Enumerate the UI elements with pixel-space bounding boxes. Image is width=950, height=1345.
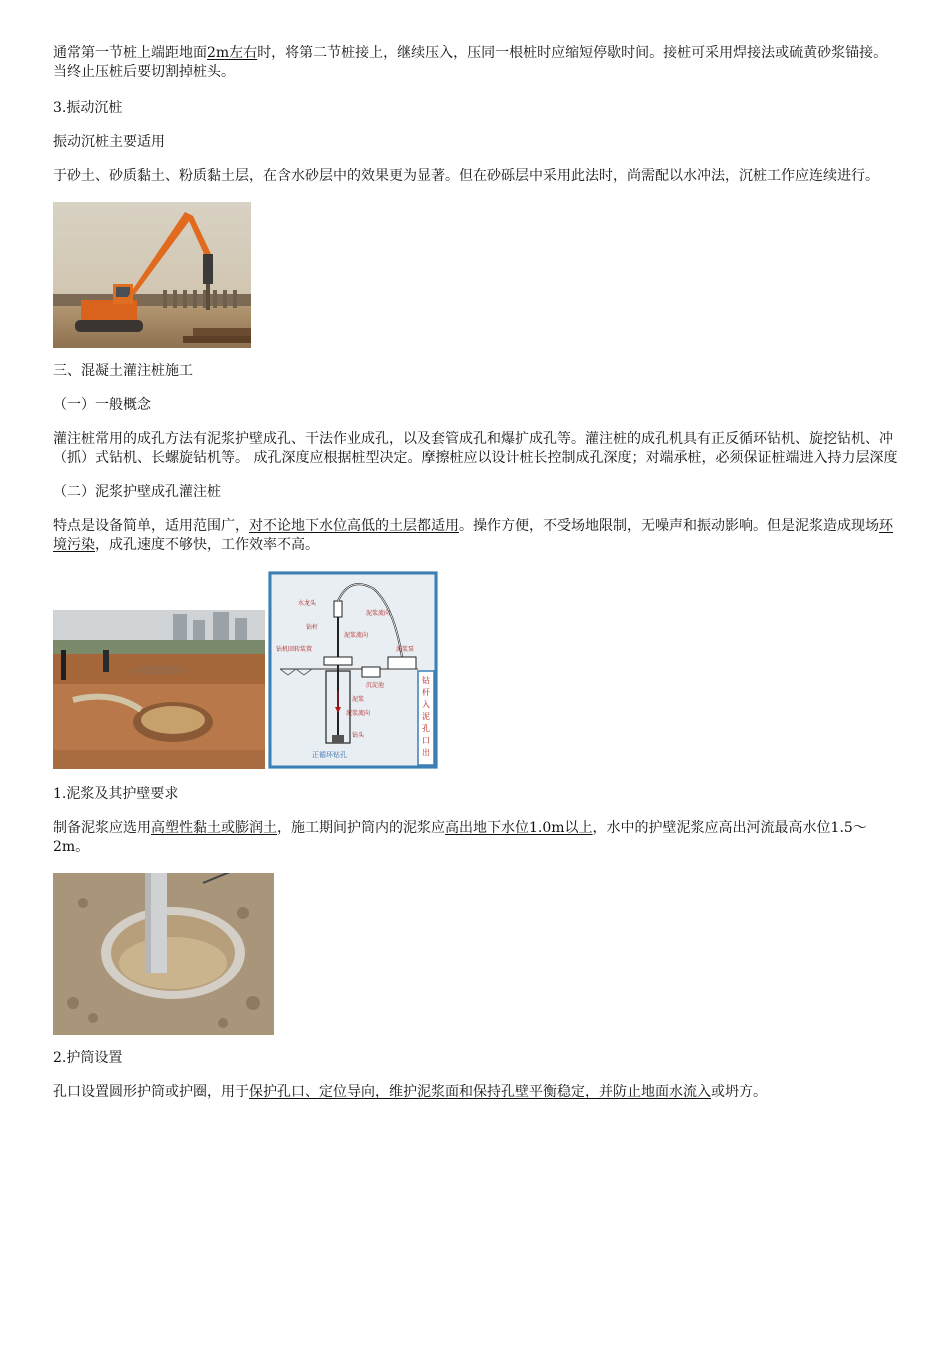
- side-char: 口: [422, 736, 430, 745]
- text-span: 特点是设备简单，适用范围广，: [53, 518, 249, 534]
- text-span: 制备泥浆应选用: [53, 820, 151, 836]
- label-slurry-pump: 泥浆泵: [396, 646, 415, 653]
- casing-photo: [53, 873, 274, 1035]
- side-char: 入: [422, 700, 430, 709]
- text-span: 。操作方便，不受场地限制，无噪声和振动影响。但是泥浆造成现场: [459, 518, 879, 534]
- underlined-text: 保护孔口、定位导向，维护泥浆面和保持孔壁平衡稳定，并防止地面水流入: [249, 1084, 711, 1100]
- document-page: [53, 44, 898, 1102]
- heading-casing-setup: 2.护筒设置: [53, 1050, 123, 1066]
- underlined-text: 高出地下水位1.0m以上: [445, 820, 593, 836]
- underlined-text: 高塑性黏土或膨润土: [151, 820, 277, 836]
- label-settling-tank: 沉淀池: [366, 682, 385, 689]
- label-flow-3: 泥浆流向: [346, 710, 371, 717]
- side-char: 泥: [422, 712, 430, 721]
- label-drill-rod: 钻杆: [306, 624, 319, 631]
- slurry-pit-site-photo: [53, 610, 265, 769]
- underlined-text: 对不论地下水位高低的土层都适用: [249, 518, 459, 534]
- text-span: ，水中的护壁泥浆应高出河流最高水位1.5～2m。: [53, 820, 867, 855]
- underlined-text: 2m左右: [207, 45, 258, 61]
- paragraph-pile-joint: [53, 44, 898, 82]
- paragraph-vibration-detail: 于砂土、砂质黏土、粉质黏土层，在含水砂层中的效果更为显著。但在砂砾层中采用此法时，尚需配以水冲法，沉桩工作应连续进行。: [53, 168, 879, 184]
- heading-vibration-piling: 3.振动沉桩: [53, 100, 123, 116]
- casing-illustration: [53, 873, 274, 1035]
- heading-section-three: 三、混凝土灌注桩施工: [53, 363, 193, 379]
- label-drill-bit: 钻头: [352, 732, 365, 739]
- text-span: 时，将第二节桩接上，继续压入，压同一根桩时应缩短停歇时间。接桩可采用焊接法或硫黄砂浆锚接。当终止压桩后要切割掉桩头。: [53, 45, 888, 80]
- label-water-swivel: 水龙头: [298, 600, 317, 607]
- heading-general-concept: （一）一般概念: [53, 397, 151, 413]
- paragraph-slurry-requirements: [53, 819, 898, 857]
- site-illustration: [53, 610, 265, 769]
- heading-slurry-bored-pile: （二）泥浆护壁成孔灌注桩: [53, 484, 221, 500]
- excavator-illustration: [53, 202, 251, 348]
- label-diagram-title: 正循环钻孔: [312, 751, 347, 759]
- underlined-text: 环境污染: [53, 518, 893, 553]
- text-span: 通常第一节桩上端距地面: [53, 45, 207, 61]
- paragraph-vibration-intro: 振动沉桩主要适用: [53, 134, 165, 150]
- side-char: 杆: [422, 688, 430, 697]
- side-char: 出: [422, 748, 430, 757]
- image-row: [53, 571, 898, 769]
- vibratory-pile-driver-photo: [53, 202, 251, 348]
- circulation-diagram-svg: [268, 571, 438, 769]
- diagram-side-text: [422, 675, 430, 757]
- heading-slurry-requirements: 1.泥浆及其护壁要求: [53, 786, 179, 802]
- paragraph-general-concept: 灌注桩常用的成孔方法有泥浆护壁成孔、干法作业成孔，以及套管成孔和爆扩成孔等。灌注桩的成孔机具有正反循环钻机、旋挖钻机、冲（抓）式钻机、长螺旋钻机等。 成孔深度应根据桩型决定。摩擦桩应以设计桩长控制成孔深度；对端承桩，必须保证桩端进入持力层深度: [53, 431, 898, 466]
- label-slurry: 泥浆: [352, 696, 365, 703]
- side-char: 钻: [422, 676, 430, 685]
- text-span: 孔口设置圆形护筒或护圈，用于: [53, 1084, 249, 1100]
- text-span: ，成孔速度不够快，工作效率不高。: [95, 537, 319, 553]
- text-span: 或坍方。: [711, 1084, 767, 1100]
- side-char: 孔: [422, 724, 430, 733]
- text-span: ，施工期间护筒内的泥浆应: [277, 820, 445, 836]
- label-flow-1: 泥浆流向: [366, 610, 391, 617]
- forward-circulation-diagram: [268, 571, 438, 769]
- paragraph-features: [53, 517, 898, 555]
- label-rotary-device: 钻机回转装置: [276, 646, 313, 653]
- label-flow-2: 泥浆流向: [344, 632, 369, 639]
- paragraph-casing-setup: [53, 1083, 898, 1102]
